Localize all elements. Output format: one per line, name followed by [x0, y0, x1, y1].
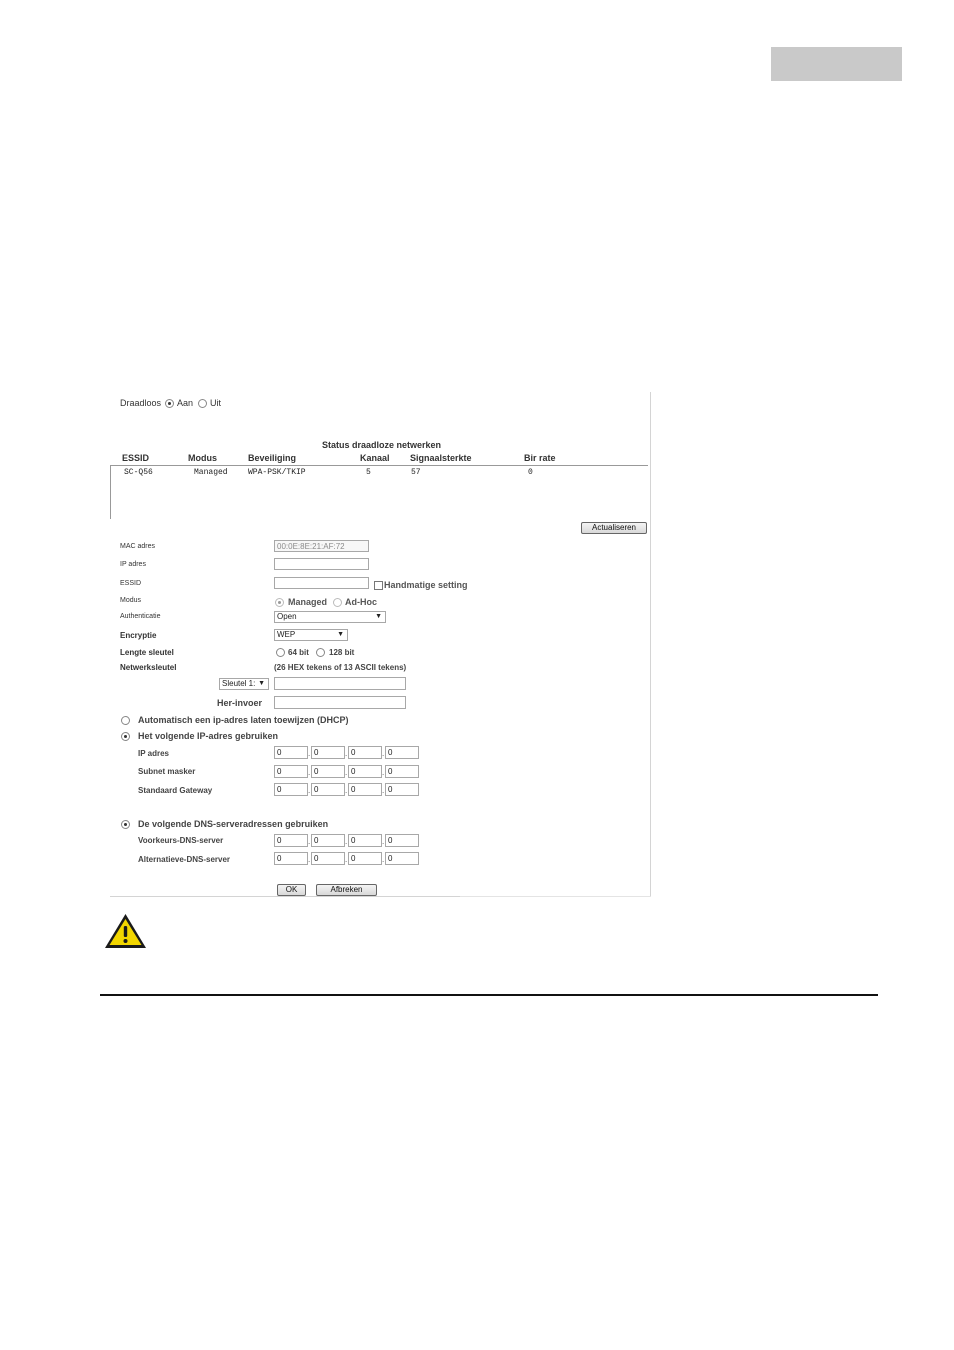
mask-octet-1[interactable]: 0: [274, 765, 308, 778]
ip-octet-3[interactable]: 0: [348, 746, 382, 759]
language-tab: [771, 47, 902, 81]
ip-dot: .: [382, 768, 385, 777]
ip-dot: .: [382, 786, 385, 795]
ip-dot: .: [308, 749, 311, 758]
subnet-mask-label: Subnet masker: [138, 767, 196, 776]
ip-dot: .: [308, 786, 311, 795]
wireless-on-label: Aan: [177, 398, 194, 408]
ip-dot: .: [345, 786, 348, 795]
col-header-modus: Modus: [188, 453, 217, 463]
pdns-octet-4[interactable]: 0: [385, 834, 419, 847]
mode-managed-radio[interactable]: [275, 598, 284, 607]
ip-dot: .: [345, 749, 348, 758]
col-header-beveiliging: Beveiliging: [248, 453, 297, 463]
panel-border-bottom-faint: [460, 896, 651, 897]
mode-adhoc-label: Ad-Hoc: [345, 597, 377, 607]
reenter-label: Her-invoer: [217, 698, 263, 708]
key-length-label: Lengte sleutel: [120, 648, 174, 657]
ip-dot: .: [345, 837, 348, 846]
mode-adhoc-radio[interactable]: [333, 598, 342, 607]
network-key-label: Netwerksleutel: [120, 663, 177, 672]
encryption-label: Encryptie: [120, 631, 157, 640]
chevron-down-icon: ▼: [375, 613, 382, 620]
gateway-label: Standaard Gateway: [138, 786, 213, 795]
manual-setting-checkbox[interactable]: [374, 581, 383, 590]
auth-label: Authenticatie: [120, 613, 161, 620]
ip-field[interactable]: [274, 558, 369, 570]
manual-setting-label: Handmatige setting: [384, 580, 468, 590]
ip-dot: .: [382, 837, 385, 846]
auth-select[interactable]: [274, 611, 386, 623]
refresh-button[interactable]: Actualiseren: [581, 522, 647, 534]
dhcp-label: Automatisch een ip-adres laten toewijzen (DHCP): [138, 715, 349, 725]
ip-dot: .: [382, 855, 385, 864]
ip-dot: .: [308, 768, 311, 777]
adns-octet-4[interactable]: 0: [385, 852, 419, 865]
row-bitrate: 0: [528, 468, 533, 477]
ip-dot: .: [308, 855, 311, 864]
static-ip-label: Het volgende IP-adres gebruiken: [138, 731, 279, 741]
key-128-radio[interactable]: [316, 648, 325, 657]
row-signaal: 57: [411, 468, 421, 477]
mode-label: Modus: [120, 597, 142, 604]
encryption-select[interactable]: [274, 629, 348, 641]
pdns-octet-2[interactable]: 0: [311, 834, 345, 847]
wireless-label: Draadloos: [120, 398, 162, 408]
key-index-value: Sleutel 1:: [222, 679, 256, 688]
key-index-select[interactable]: [219, 678, 269, 690]
status-table-title: Status draadloze netwerken: [322, 440, 442, 450]
mac-label: MAC adres: [120, 543, 156, 550]
ip-octet-1[interactable]: 0: [274, 746, 308, 759]
row-beveiliging: WPA-PSK/TKIP: [248, 468, 306, 477]
static-ip-address-label: IP adres: [138, 749, 169, 758]
panel-border-right: [650, 392, 651, 897]
key-64-radio[interactable]: [276, 648, 285, 657]
warning-triangle-icon: [103, 912, 148, 950]
static-ip-radio[interactable]: [121, 732, 130, 741]
row-kanaal: 5: [366, 468, 371, 477]
ip-dot: .: [308, 837, 311, 846]
mode-managed-label: Managed: [288, 597, 328, 607]
mask-octet-2[interactable]: 0: [311, 765, 345, 778]
ip-label: IP adres: [120, 561, 146, 568]
adns-octet-1[interactable]: 0: [274, 852, 308, 865]
pdns-octet-1[interactable]: 0: [274, 834, 308, 847]
section-divider: [100, 994, 878, 996]
auth-select-value: Open: [277, 612, 297, 621]
gw-octet-2[interactable]: 0: [311, 783, 345, 796]
gw-octet-1[interactable]: 0: [274, 783, 308, 796]
table-row[interactable]: [110, 468, 647, 478]
essid-field[interactable]: [274, 577, 369, 589]
adns-octet-3[interactable]: 0: [348, 852, 382, 865]
mac-field[interactable]: 00:0E:8E:21:AF:72: [274, 540, 369, 552]
key-128-label: 128 bit: [329, 648, 355, 657]
alternate-dns-label: Alternatieve-DNS-server: [138, 855, 231, 864]
col-header-signaalsterkte: Signaalsterkte: [410, 453, 472, 463]
ok-button[interactable]: OK: [277, 884, 306, 896]
cancel-button[interactable]: Afbreken: [316, 884, 377, 896]
ip-dot: .: [345, 768, 348, 777]
row-modus: Managed: [194, 468, 228, 477]
encryption-select-value: WEP: [277, 630, 296, 639]
ip-octet-4[interactable]: 0: [385, 746, 419, 759]
pdns-octet-3[interactable]: 0: [348, 834, 382, 847]
wireless-on-radio[interactable]: [165, 399, 174, 408]
ip-dot: .: [345, 855, 348, 864]
dns-manual-label: De volgende DNS-serveradressen gebruiken: [138, 819, 329, 829]
chevron-down-icon: ▼: [337, 631, 344, 638]
mask-octet-4[interactable]: 0: [385, 765, 419, 778]
panel-border-bottom: [110, 896, 460, 897]
col-header-essid: ESSID: [122, 453, 150, 463]
preferred-dns-label: Voorkeurs-DNS-server: [138, 836, 224, 845]
col-header-bitrate: Bir rate: [524, 453, 556, 463]
ip-octet-2[interactable]: 0: [311, 746, 345, 759]
dns-manual-radio[interactable]: [121, 820, 130, 829]
essid-label: ESSID: [120, 580, 142, 587]
chevron-down-icon: ▼: [258, 680, 265, 687]
gw-octet-4[interactable]: 0: [385, 783, 419, 796]
mask-octet-3[interactable]: 0: [348, 765, 382, 778]
network-key-field[interactable]: [274, 677, 406, 690]
row-essid: SC-Q56: [124, 468, 153, 477]
adns-octet-2[interactable]: 0: [311, 852, 345, 865]
dhcp-radio[interactable]: [121, 716, 130, 725]
reenter-field[interactable]: [274, 696, 406, 709]
wireless-off-label: Uit: [210, 398, 221, 408]
wireless-off-radio[interactable]: [198, 399, 207, 408]
gw-octet-3[interactable]: 0: [348, 783, 382, 796]
col-header-kanaal: Kanaal: [360, 453, 390, 463]
key-64-label: 64 bit: [288, 648, 309, 657]
network-key-hint: (26 HEX tekens of 13 ASCII tekens): [274, 663, 407, 672]
ip-dot: .: [382, 749, 385, 758]
